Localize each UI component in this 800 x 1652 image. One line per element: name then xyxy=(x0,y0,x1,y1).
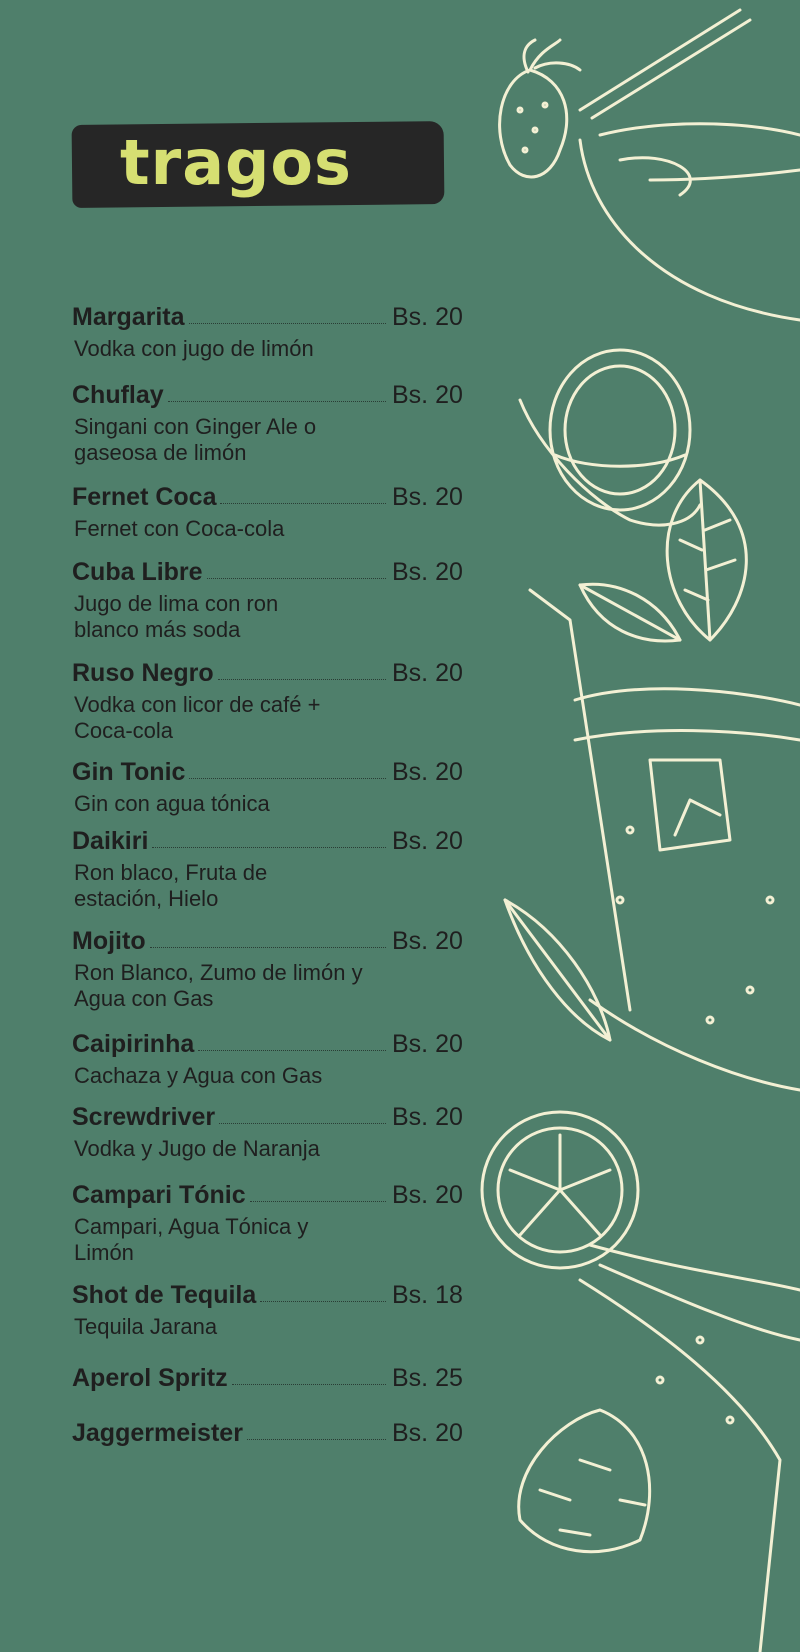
item-name: Screwdriver xyxy=(72,1103,216,1131)
menu-item xyxy=(72,1023,462,1089)
item-price: Bs. 20 xyxy=(392,1419,463,1447)
item-description: Tequila Jarana xyxy=(74,1314,218,1339)
strawberry-icon xyxy=(500,40,580,177)
item-price: Bs. 20 xyxy=(392,1181,463,1209)
dot-leader xyxy=(189,777,386,779)
item-price: Bs. 20 xyxy=(392,381,463,409)
menu-item xyxy=(72,652,462,744)
menu-item xyxy=(72,820,462,912)
item-price: Bs. 20 xyxy=(392,483,463,511)
item-price: Bs. 20 xyxy=(392,659,463,687)
item-description: Singani con Ginger Ale o gaseosa de limón xyxy=(74,414,317,465)
menu-item xyxy=(72,920,462,1012)
item-name: Gin Tonic xyxy=(72,758,186,786)
menu-item xyxy=(72,1412,462,1448)
item-description: Gin con agua tónica xyxy=(74,791,270,816)
menu-item xyxy=(72,296,462,362)
item-name: Campari Tónic xyxy=(72,1181,246,1209)
dot-leader xyxy=(150,946,386,948)
dot-leader xyxy=(152,846,386,848)
dot-leader xyxy=(247,1438,386,1440)
menu-item xyxy=(72,1174,462,1266)
dot-leader xyxy=(207,577,386,579)
menu-item xyxy=(72,1357,462,1393)
tumbler-glass-icon xyxy=(530,590,800,1090)
lime-twist-icon xyxy=(520,350,700,525)
item-name: Cuba Libre xyxy=(72,558,203,586)
item-description: Fernet con Coca-cola xyxy=(74,516,285,541)
menu-item xyxy=(72,476,462,542)
item-name: Aperol Spritz xyxy=(72,1364,228,1392)
item-description: Vodka con jugo de limón xyxy=(74,336,314,361)
item-description: Vodka con licor de café + Coca-cola xyxy=(74,692,321,743)
item-description: Cachaza y Agua con Gas xyxy=(74,1063,323,1088)
item-name: Margarita xyxy=(72,303,185,331)
dot-leader xyxy=(250,1200,386,1202)
lemon-slice-icon xyxy=(482,1112,638,1268)
menu-item xyxy=(72,1096,462,1162)
menu-item xyxy=(72,551,462,643)
item-description: Campari, Agua Tónica y Limón xyxy=(74,1214,309,1265)
glass-icon xyxy=(580,140,800,320)
page-title: tragos xyxy=(120,126,352,199)
item-description: Ron blaco, Fruta de estación, Hielo xyxy=(74,860,268,911)
dot-leader xyxy=(189,322,386,324)
item-price: Bs. 25 xyxy=(392,1364,463,1392)
cocktail-glass-icon xyxy=(580,1245,800,1652)
item-name: Jaggermeister xyxy=(72,1419,243,1447)
dot-leader xyxy=(219,1122,386,1124)
cocktail-line-art xyxy=(480,0,800,1652)
item-price: Bs. 20 xyxy=(392,927,463,955)
item-description: Vodka y Jugo de Naranja xyxy=(74,1136,320,1161)
menu-item xyxy=(72,751,462,817)
dot-leader xyxy=(220,502,386,504)
dot-leader xyxy=(218,678,386,680)
item-price: Bs. 20 xyxy=(392,1030,463,1058)
item-name: Ruso Negro xyxy=(72,659,214,687)
item-price: Bs. 18 xyxy=(392,1281,463,1309)
item-price: Bs. 20 xyxy=(392,758,463,786)
item-name: Daikiri xyxy=(72,827,149,855)
dot-leader xyxy=(168,400,386,402)
dot-leader xyxy=(232,1383,386,1385)
item-name: Mojito xyxy=(72,927,146,955)
item-price: Bs. 20 xyxy=(392,1103,463,1131)
menu-item xyxy=(72,1274,462,1340)
item-description: Jugo de lima con ron blanco más soda xyxy=(74,591,279,642)
item-price: Bs. 20 xyxy=(392,558,463,586)
item-name: Fernet Coca xyxy=(72,483,217,511)
item-description: Ron Blanco, Zumo de limón y Agua con Gas xyxy=(74,960,363,1011)
pineapple-icon xyxy=(519,1410,650,1552)
item-price: Bs. 20 xyxy=(392,827,463,855)
dot-leader xyxy=(260,1300,386,1302)
item-name: Shot de Tequila xyxy=(72,1281,257,1309)
dot-leader xyxy=(198,1049,386,1051)
menu-item xyxy=(72,374,462,466)
item-price: Bs. 20 xyxy=(392,303,463,331)
item-name: Chuflay xyxy=(72,381,164,409)
item-name: Caipirinha xyxy=(72,1030,195,1058)
straw-icon xyxy=(580,10,740,110)
